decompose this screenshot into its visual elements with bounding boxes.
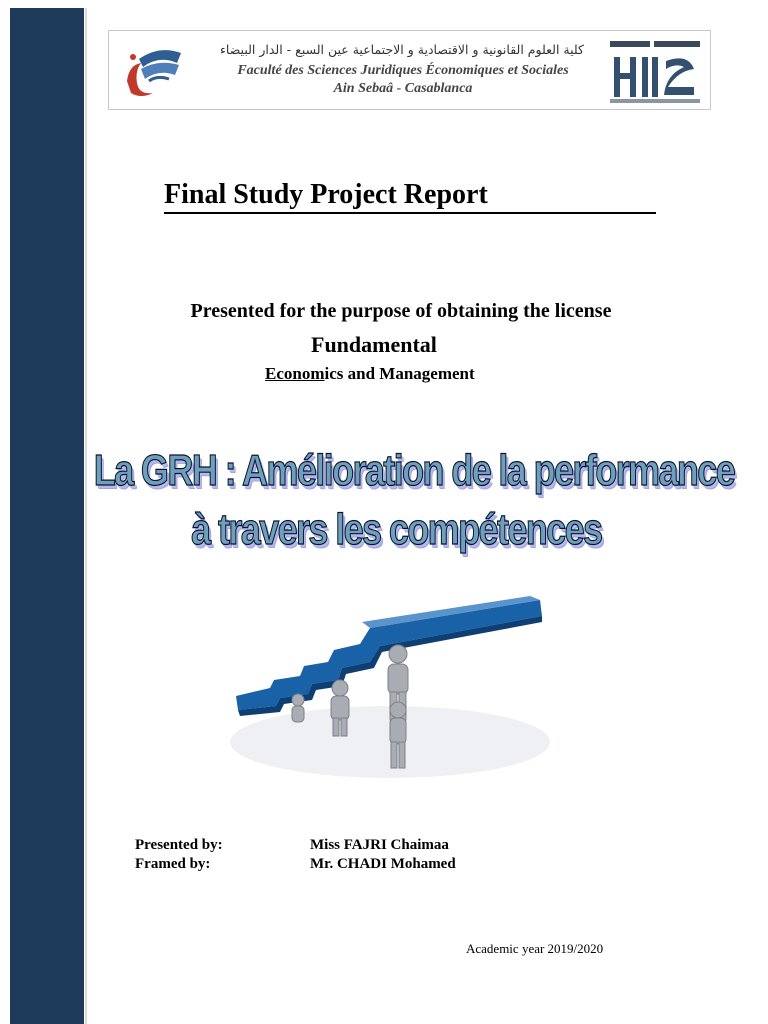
- report-title: Final Study Project Report: [164, 178, 656, 214]
- field-rest-part: ics and Management: [324, 364, 475, 383]
- faculty-name-french: Faculté des Sciences Juridiques Économiques et Sociales: [237, 63, 569, 78]
- framed-by-label: Framed by:: [135, 856, 211, 872]
- framed-by-value: Mr. CHADI Mohamed: [310, 856, 456, 872]
- faculty-seal-logo: [119, 41, 189, 101]
- presented-by-value: Miss FAJRI Chaimaa: [310, 837, 449, 853]
- degree-label: Fundamental: [311, 332, 437, 357]
- faculty-name-arabic: كلية العلوم القانونية و الاقتصادية و الاجتماعية عين السبع - الدار البيضاء: [220, 42, 584, 57]
- academic-year: Academic year 2019/2020: [466, 941, 604, 956]
- teamwork-arrow-illustration: [230, 592, 550, 780]
- purpose-statement: Presented for the purpose of obtaining the license: [190, 300, 612, 322]
- uh2c-university-logo: [608, 35, 704, 107]
- field-underlined-part: Econom: [265, 364, 325, 383]
- faculty-header-banner: [108, 30, 711, 110]
- presented-by-label: Presented by:: [135, 837, 223, 853]
- topic-title-line-2: à travers les compétences: [191, 505, 602, 554]
- field-of-study: [265, 364, 475, 384]
- faculty-location: Ain Sebaâ - Casablanca: [333, 81, 473, 96]
- topic-title-line-1: La GRH : Amélioration de la performance: [93, 446, 735, 495]
